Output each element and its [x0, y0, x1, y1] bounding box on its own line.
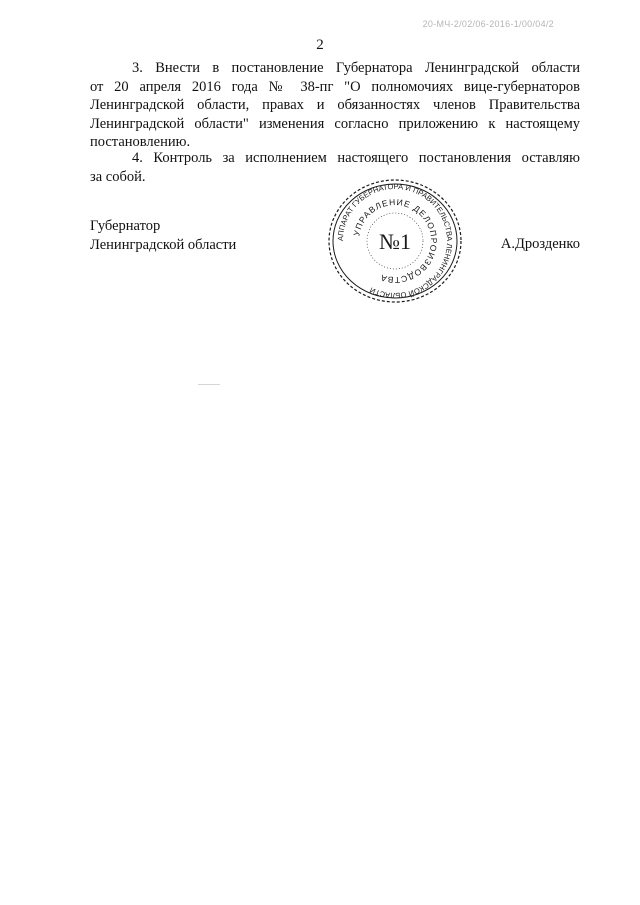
paragraph-line: 3. Внести в постановление Губернатора Ленинградской области [132, 60, 580, 76]
paragraph-3 [90, 59, 580, 152]
signatory-title-line: Ленинградской области [90, 236, 237, 253]
paragraph-line: 4. Контроль за исполнением настоящего постановления оставляю [132, 150, 580, 166]
official-seal [327, 178, 463, 304]
paragraph-line: от 20 апреля 2016 года № 38-пг "О полномочиях вице-губернаторов [90, 78, 580, 95]
signatory-title [90, 217, 236, 254]
seal-outer-text: АППАРАТ ГУБЕРНАТОРА И ПРАВИТЕЛЬСТВА ЛЕНИНГРАДСКОЙ ОБЛАСТИ [335, 181, 455, 301]
page-mark [198, 384, 220, 385]
paragraph-line: постановлению. [90, 134, 191, 151]
seal-number: №1 [379, 229, 411, 254]
paragraph-line: за собой. [90, 168, 146, 185]
paragraph-line: Ленинградской области, правах и обязанностях членов Правительства [90, 97, 580, 114]
document-id-stamp: 20-МЧ-2/02/06-2016-1/00/04/2 [422, 19, 554, 29]
seal-inner-text: УПРАВЛЕНИЕ ДЕЛОПРОИЗВОДСТВА [351, 196, 440, 286]
paragraph-line: Ленинградской области" изменения согласно приложению к настоящему [90, 115, 580, 132]
seal-graphic [327, 178, 463, 304]
signatory-name: А.Дрозденко [500, 236, 580, 252]
page-number: 2 [316, 37, 324, 53]
signatory-title-line: Губернатор [90, 218, 161, 234]
